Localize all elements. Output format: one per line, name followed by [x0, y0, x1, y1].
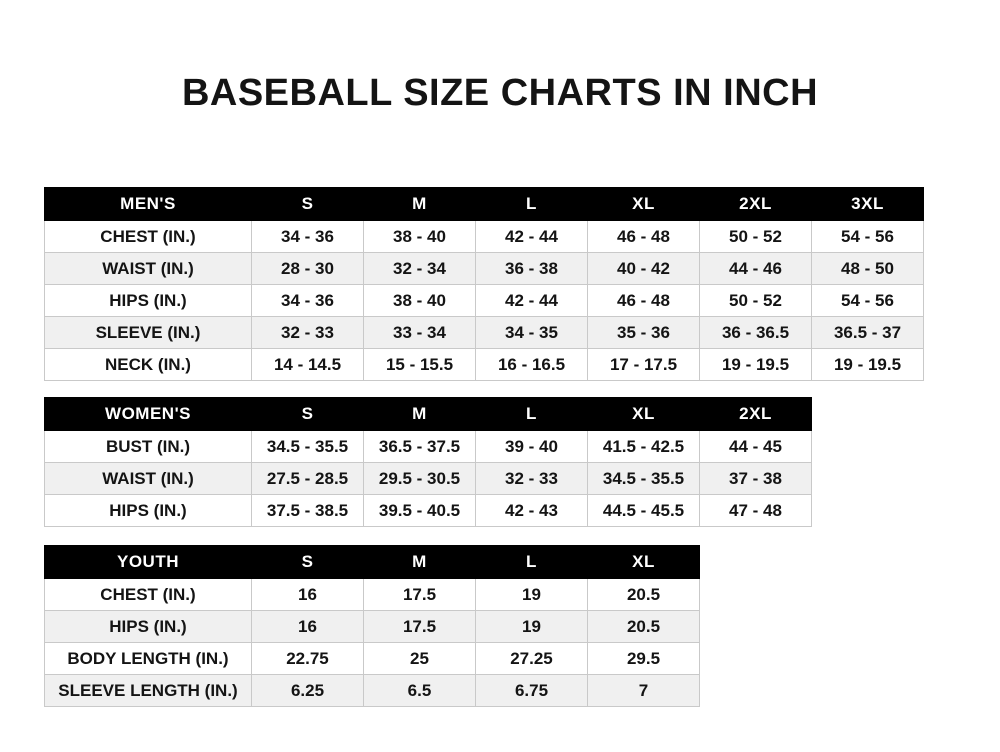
row-label: SLEEVE (IN.) [45, 317, 252, 349]
table-row [45, 579, 700, 611]
cell: 19 - 19.5 [700, 349, 812, 381]
cell: 6.5 [364, 675, 476, 707]
cell: 17 - 17.5 [588, 349, 700, 381]
mens-header-s: S [252, 188, 364, 221]
cell: 19 [476, 579, 588, 611]
youth-header-l: L [476, 546, 588, 579]
table-row [45, 463, 812, 495]
cell: 48 - 50 [812, 253, 924, 285]
mens-header-category: MEN'S [45, 188, 252, 221]
cell: 28 - 30 [252, 253, 364, 285]
cell: 19 [476, 611, 588, 643]
cell: 6.25 [252, 675, 364, 707]
womens-table-header [45, 398, 812, 431]
mens-header-3xl: 3XL [812, 188, 924, 221]
cell: 34.5 - 35.5 [252, 431, 364, 463]
mens-table-header [45, 188, 924, 221]
cell: 50 - 52 [700, 221, 812, 253]
table-header-row [45, 546, 700, 579]
womens-header-m: M [364, 398, 476, 431]
cell: 7 [588, 675, 700, 707]
cell: 32 - 34 [364, 253, 476, 285]
cell: 27.5 - 28.5 [252, 463, 364, 495]
cell: 37.5 - 38.5 [252, 495, 364, 527]
cell: 20.5 [588, 611, 700, 643]
cell: 54 - 56 [812, 221, 924, 253]
cell: 38 - 40 [364, 285, 476, 317]
cell: 16 [252, 611, 364, 643]
page-title: BASEBALL SIZE CHARTS IN INCH [181, 72, 819, 114]
row-label: BUST (IN.) [45, 431, 252, 463]
cell: 34 - 35 [476, 317, 588, 349]
cell: 34 - 36 [252, 285, 364, 317]
cell: 15 - 15.5 [364, 349, 476, 381]
table-row [45, 317, 924, 349]
youth-table-body [45, 579, 700, 707]
table-header-row [45, 188, 924, 221]
row-label: HIPS (IN.) [45, 611, 252, 643]
mens-header-2xl: 2XL [700, 188, 812, 221]
cell: 19 - 19.5 [812, 349, 924, 381]
cell: 32 - 33 [476, 463, 588, 495]
row-label: SLEEVE LENGTH (IN.) [45, 675, 252, 707]
row-label: CHEST (IN.) [45, 221, 252, 253]
mens-header-xl: XL [588, 188, 700, 221]
cell: 44 - 45 [700, 431, 812, 463]
cell: 35 - 36 [588, 317, 700, 349]
mens-header-m: M [364, 188, 476, 221]
table-row [45, 285, 924, 317]
youth-header-xl: XL [588, 546, 700, 579]
youth-size-table [44, 545, 700, 707]
cell: 38 - 40 [364, 221, 476, 253]
table-row [45, 431, 812, 463]
cell: 46 - 48 [588, 285, 700, 317]
womens-header-category: WOMEN'S [45, 398, 252, 431]
row-label: HIPS (IN.) [45, 495, 252, 527]
cell: 36 - 38 [476, 253, 588, 285]
cell: 44.5 - 45.5 [588, 495, 700, 527]
womens-header-xl: XL [588, 398, 700, 431]
cell: 25 [364, 643, 476, 675]
row-label: WAIST (IN.) [45, 463, 252, 495]
cell: 42 - 43 [476, 495, 588, 527]
womens-size-table [44, 397, 812, 527]
table-row [45, 611, 700, 643]
cell: 29.5 [588, 643, 700, 675]
row-label: BODY LENGTH (IN.) [45, 643, 252, 675]
table-header-row [45, 398, 812, 431]
cell: 14 - 14.5 [252, 349, 364, 381]
cell: 41.5 - 42.5 [588, 431, 700, 463]
table-row [45, 495, 812, 527]
cell: 54 - 56 [812, 285, 924, 317]
cell: 33 - 34 [364, 317, 476, 349]
cell: 39.5 - 40.5 [364, 495, 476, 527]
womens-header-s: S [252, 398, 364, 431]
row-label: WAIST (IN.) [45, 253, 252, 285]
cell: 16 - 16.5 [476, 349, 588, 381]
cell: 32 - 33 [252, 317, 364, 349]
cell: 29.5 - 30.5 [364, 463, 476, 495]
cell: 46 - 48 [588, 221, 700, 253]
cell: 36.5 - 37.5 [364, 431, 476, 463]
table-row [45, 675, 700, 707]
cell: 44 - 46 [700, 253, 812, 285]
table-row [45, 221, 924, 253]
cell: 37 - 38 [700, 463, 812, 495]
cell: 42 - 44 [476, 221, 588, 253]
cell: 16 [252, 579, 364, 611]
womens-header-2xl: 2XL [700, 398, 812, 431]
womens-header-l: L [476, 398, 588, 431]
youth-header-m: M [364, 546, 476, 579]
cell: 40 - 42 [588, 253, 700, 285]
cell: 17.5 [364, 579, 476, 611]
mens-table-body [45, 221, 924, 381]
cell: 17.5 [364, 611, 476, 643]
table-row [45, 253, 924, 285]
table-row [45, 349, 924, 381]
cell: 6.75 [476, 675, 588, 707]
cell: 47 - 48 [700, 495, 812, 527]
row-label: CHEST (IN.) [45, 579, 252, 611]
row-label: HIPS (IN.) [45, 285, 252, 317]
cell: 42 - 44 [476, 285, 588, 317]
mens-header-l: L [476, 188, 588, 221]
youth-header-s: S [252, 546, 364, 579]
mens-size-table [44, 187, 924, 381]
row-label: NECK (IN.) [45, 349, 252, 381]
cell: 50 - 52 [700, 285, 812, 317]
cell: 34 - 36 [252, 221, 364, 253]
youth-table-header [45, 546, 700, 579]
cell: 20.5 [588, 579, 700, 611]
cell: 36.5 - 37 [812, 317, 924, 349]
cell: 36 - 36.5 [700, 317, 812, 349]
cell: 34.5 - 35.5 [588, 463, 700, 495]
youth-header-category: YOUTH [45, 546, 252, 579]
cell: 27.25 [476, 643, 588, 675]
table-row [45, 643, 700, 675]
cell: 22.75 [252, 643, 364, 675]
cell: 39 - 40 [476, 431, 588, 463]
womens-table-body [45, 431, 812, 527]
